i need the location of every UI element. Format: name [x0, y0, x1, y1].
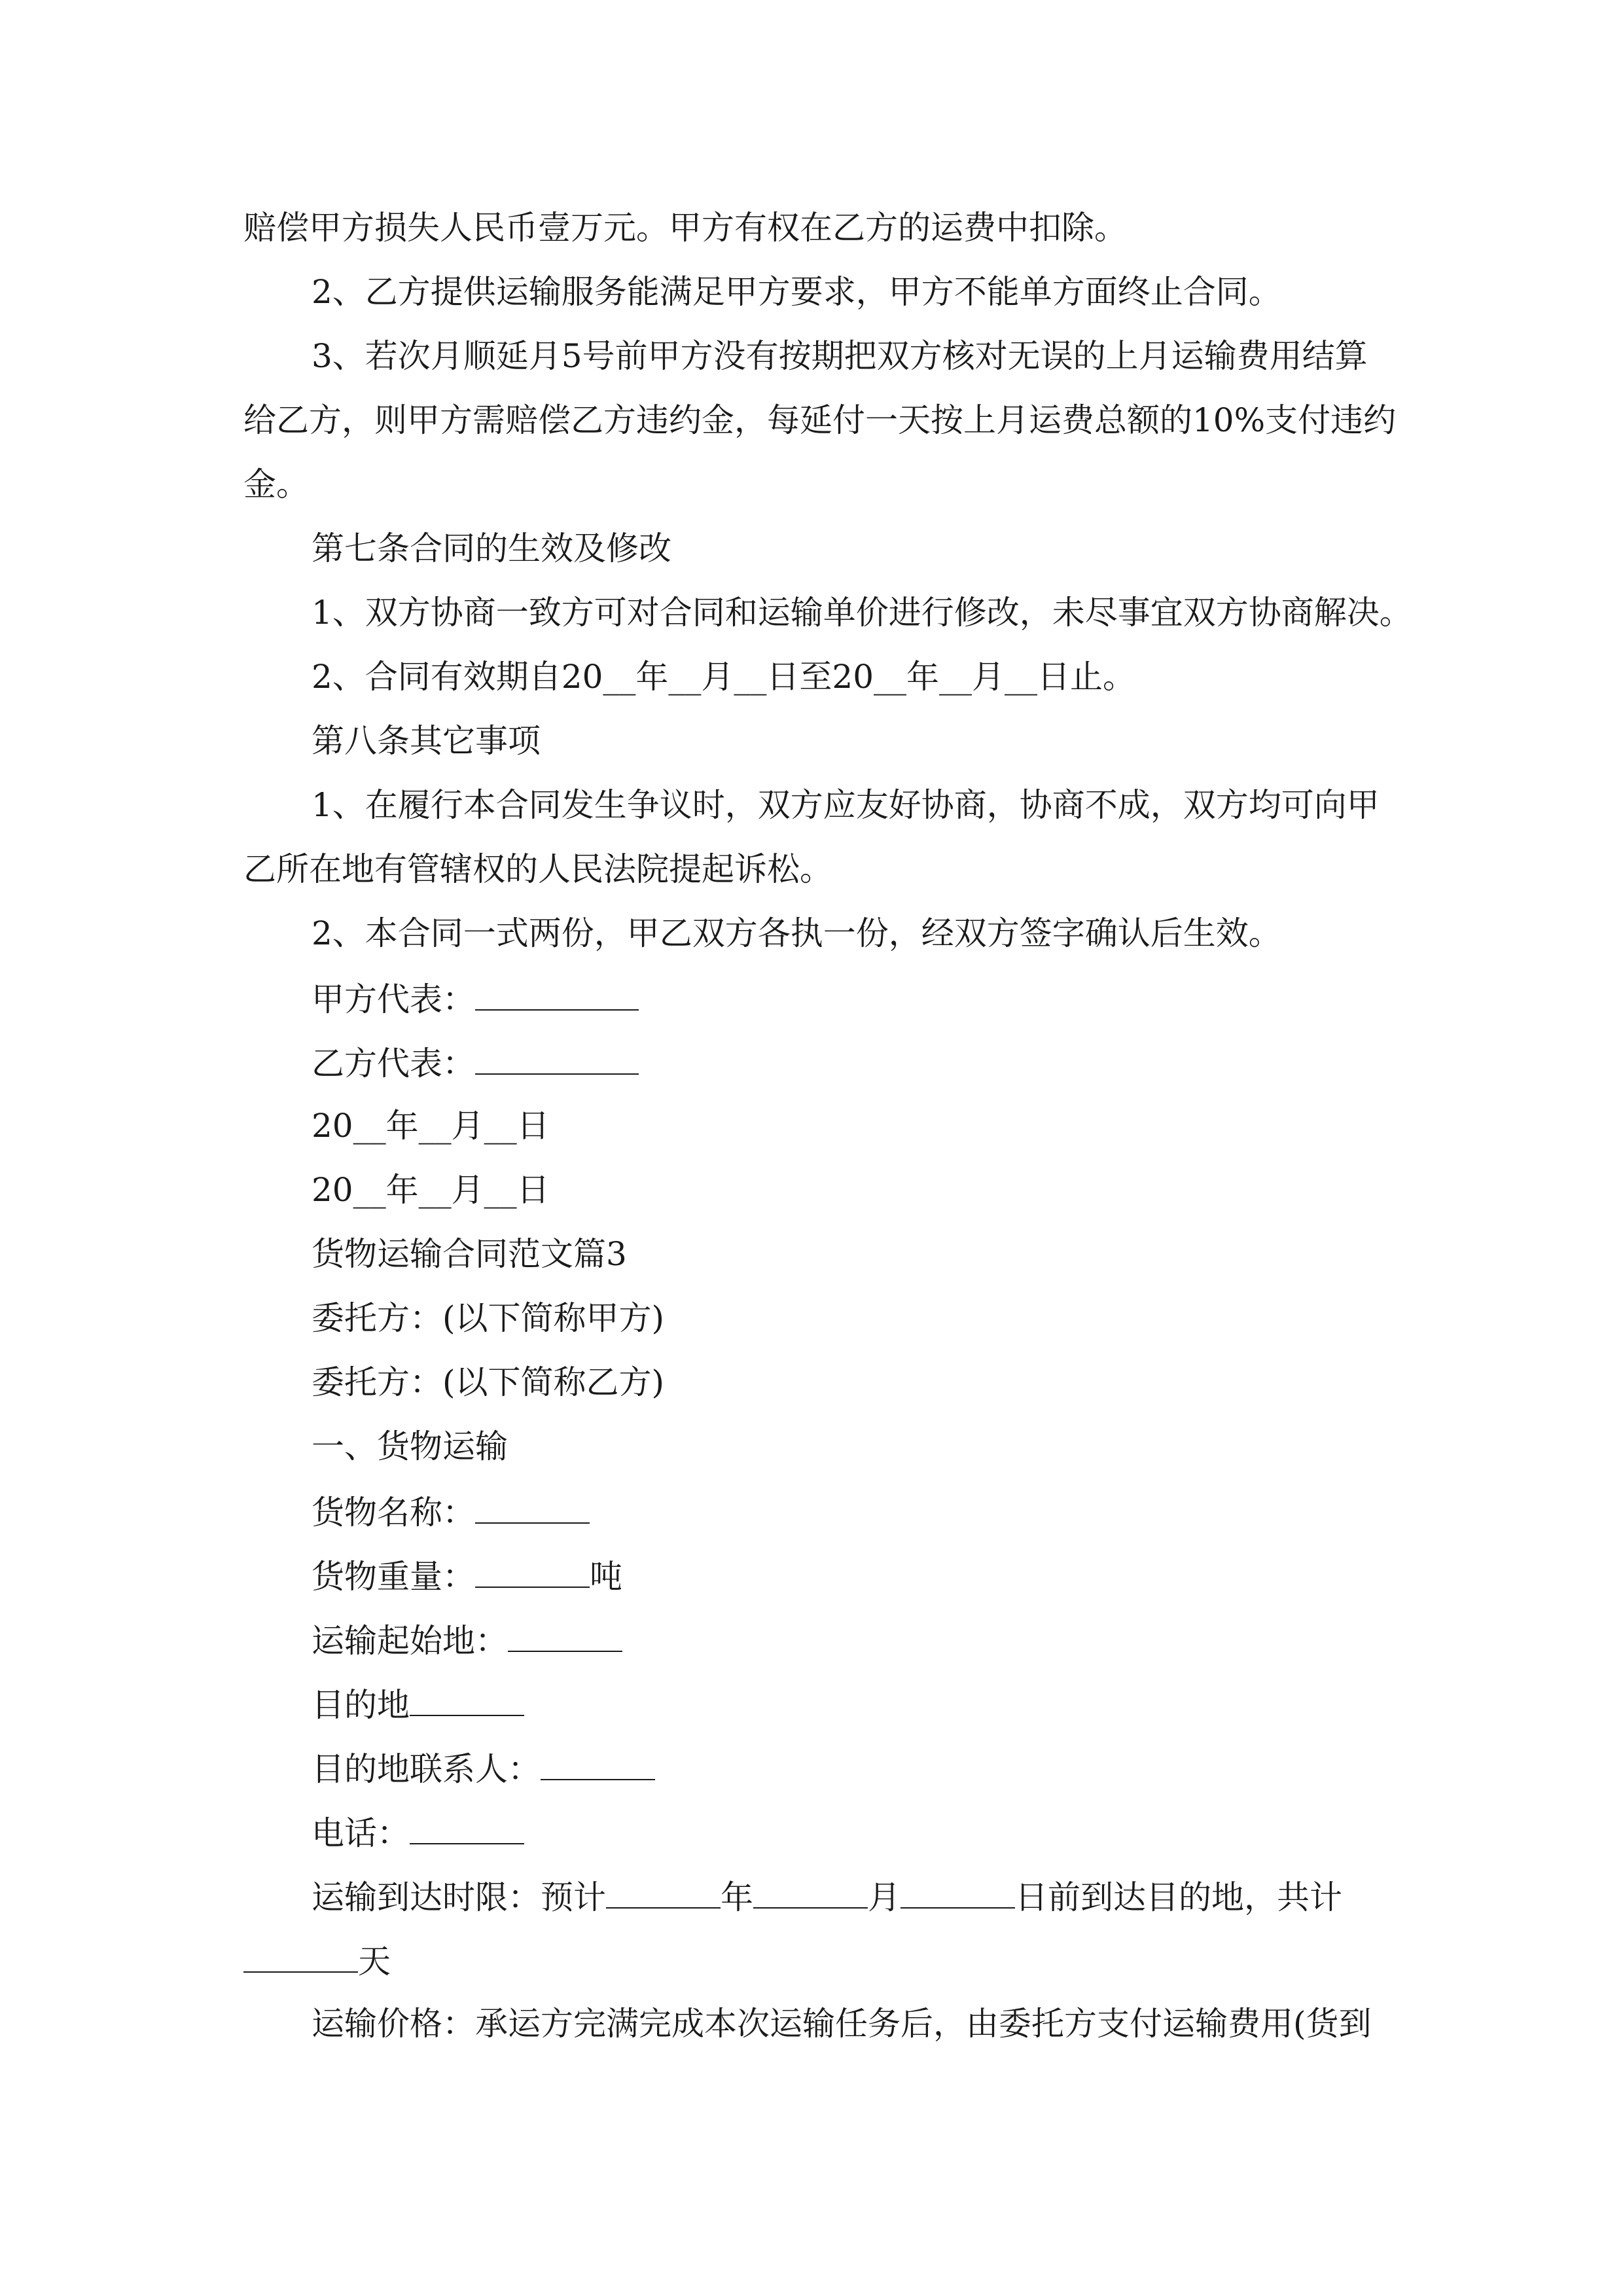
fill-blank: [243, 1940, 358, 1973]
party-b-representative: [312, 1042, 639, 1081]
cargo-weight-field: [312, 1555, 622, 1594]
paragraph-line: 2、本合同一式两份，甲乙双方各执一份，经双方签字确认后生效。: [312, 914, 1281, 952]
paragraph-line: 委托方：(以下简称甲方): [312, 1299, 665, 1337]
paragraph-line: 1、在履行本合同发生争议时，双方应友好协商，协商不成，双方均可向甲: [312, 786, 1380, 824]
fill-blank: [901, 1876, 1015, 1909]
paragraph-line: 给乙方，则甲方需赔偿乙方违约金，每延付一天按上月运费总额的10%支付违约: [243, 401, 1397, 439]
field-label: 目的地联系人：: [312, 1750, 541, 1788]
deadline-days-line: [243, 1940, 391, 1979]
fill-blank: [475, 1491, 590, 1524]
party-a-representative: [312, 978, 639, 1017]
fill-blank: [753, 1876, 868, 1909]
signature-blank: [475, 1042, 639, 1075]
field-label: 货物重量：: [312, 1558, 475, 1596]
paragraph-line: 运输价格：承运方完满完成本次运输任务后，由委托方支付运输费用(货到: [312, 2005, 1372, 2043]
destination-field: [312, 1683, 524, 1723]
article-title: 货物运输合同范文篇3: [312, 1235, 627, 1273]
destination-contact-field: [312, 1748, 655, 1787]
section-heading: 第七条合同的生效及修改: [312, 529, 671, 567]
field-label: 电话：: [312, 1814, 410, 1852]
paragraph-line: 1、双方协商一致方可对合同和运输单价进行修改，未尽事宜双方协商解决。: [312, 594, 1412, 632]
paragraph-line: 2、乙方提供运输服务能满足甲方要求，甲方不能单方面终止合同。: [312, 273, 1281, 311]
paragraph-line: 2、合同有效期自20__年__月__日至20__年__月__日止。: [312, 658, 1136, 696]
origin-field: [312, 1619, 622, 1659]
field-label: 货物名称：: [312, 1494, 475, 1532]
paragraph-line: 金。: [243, 465, 309, 503]
signature-blank: [475, 978, 639, 1011]
field-label: 甲方代表：: [312, 980, 475, 1018]
unit-label: 月: [868, 1878, 901, 1916]
fill-blank: [508, 1619, 622, 1652]
date-line: 20__年__月__日: [312, 1171, 550, 1209]
paragraph-line: 3、若次月顺延月5号前甲方没有按期把双方核对无误的上月运输费用结算: [312, 337, 1368, 375]
section-heading: 一、货物运输: [312, 1427, 508, 1465]
fill-blank: [606, 1876, 721, 1909]
paragraph-line: 委托方：(以下简称乙方): [312, 1363, 665, 1401]
field-label: 日前到达目的地，共计: [1015, 1878, 1342, 1916]
deadline-field: [312, 1876, 1342, 1915]
field-label: 运输起始地：: [312, 1622, 508, 1660]
phone-field: [312, 1812, 524, 1851]
section-heading: 第八条其它事项: [312, 722, 541, 760]
fill-blank: [410, 1812, 524, 1844]
unit-label: 年: [721, 1878, 753, 1916]
paragraph-line: 乙所在地有管辖权的人民法院提起诉松。: [243, 850, 832, 888]
paragraph-line: 赔偿甲方损失人民币壹万元。甲方有权在乙方的运费中扣除。: [243, 209, 1127, 247]
fill-blank: [410, 1683, 524, 1716]
field-label: 乙方代表：: [312, 1045, 475, 1083]
fill-blank: [475, 1555, 590, 1588]
unit-label: 天: [358, 1943, 391, 1981]
cargo-name-field: [312, 1491, 590, 1530]
field-label: 运输到达时限：预计: [312, 1878, 606, 1916]
field-label: 目的地: [312, 1686, 410, 1724]
unit-label: 吨: [590, 1558, 622, 1596]
fill-blank: [541, 1748, 655, 1780]
date-line: 20__年__月__日: [312, 1107, 550, 1145]
